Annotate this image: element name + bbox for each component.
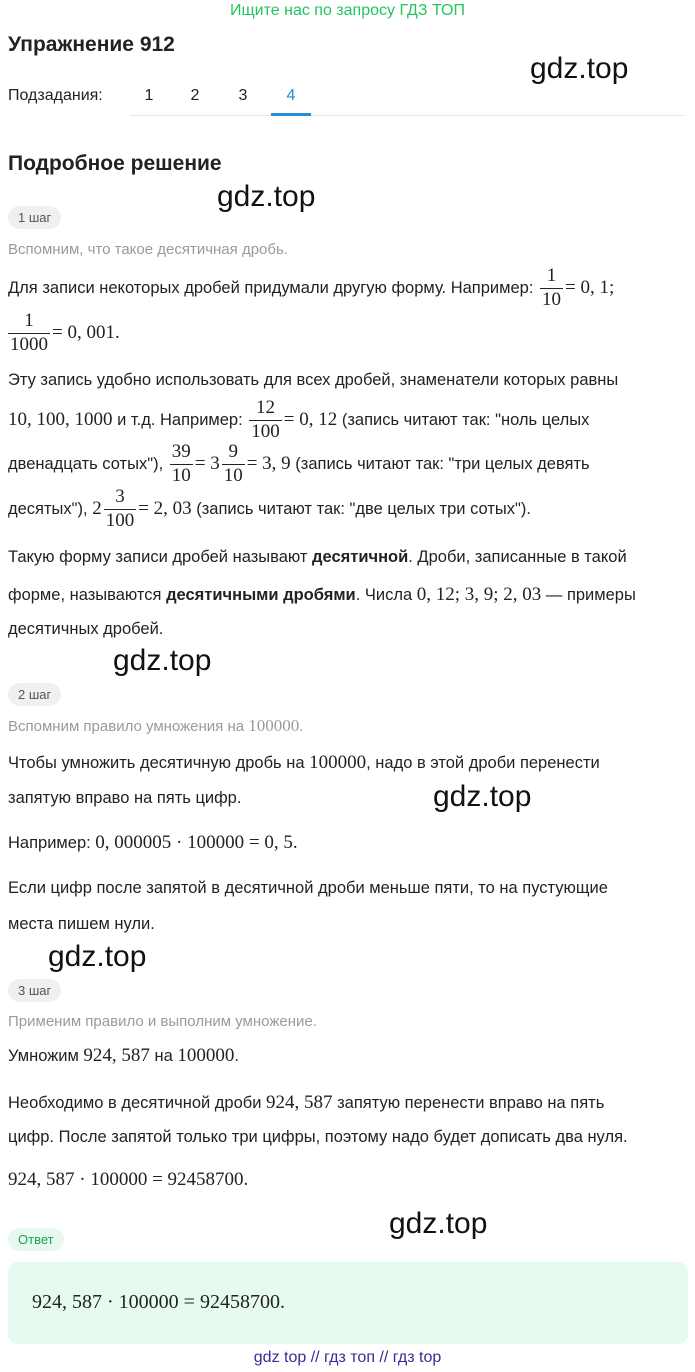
watermark: gdz.top [530,52,629,85]
step-1-line-7: Такую форму записи дробей называют десятичной. Дроби, записанные в такой [8,548,627,566]
tab-subtask-3[interactable]: 3 [238,87,248,104]
solution-title: Подробное решение [8,152,222,175]
exercise-title: Упражнение 912 [8,33,175,56]
step-1-hint: Вспомним, что такое десятичная дробь. [8,241,288,258]
subtasks-divider [130,115,685,116]
watermark: gdz.top [48,940,147,973]
fraction: $\frac{1}{10}$ [542,265,561,310]
step-1-line-8: форме, называются десятичными дробями. Числа 0, 12; 3, 9; 2, 03 — примеры [8,584,636,605]
tab-subtask-4[interactable]: 4 [286,87,296,104]
step-2-line-3: Например: 0, 000005 · 100000 = 0, 5. [8,832,298,853]
answer-text: 924, 587 · 100000 = 92458700. [32,1291,285,1313]
watermark: gdz.top [217,180,316,213]
watermark: gdz.top [113,644,212,677]
step-1-line-1: Для записи некоторых дробей придумали другую форму. Например: $\frac{1}{10}$ = 0, 1; [8,265,615,310]
fraction: $\frac{12}{100}$ [251,397,280,442]
fraction: $\frac{1}{1000}$ [10,310,48,355]
search-banner: Ищите нас по запросу ГДЗ ТОП [230,2,465,19]
answer-badge: Ответ [8,1228,64,1251]
fraction: $\frac{9}{10}$ [223,441,243,486]
step-3-badge: 3 шаг [8,979,61,1002]
step-2-badge: 2 шаг [8,683,61,706]
step-3-line-3: цифр. После запятой только три цифры, поэтому надо будет дописать два нуля. [8,1128,628,1146]
step-1-line-6: десятых"), 2 $\frac{3}{100}$ = 2, 03 (запись читают так: "две целых три сотых"). [8,486,531,531]
tab-subtask-1[interactable]: 1 [144,87,154,104]
step-2-line-4: Если цифр после запятой в десятичной дроби меньше пяти, то на пустующие [8,879,608,897]
step-3-hint: Применим правило и выполним умножение. [8,1013,317,1030]
step-2-line-5: места пишем нули. [8,915,155,933]
watermark: gdz.top [433,780,532,813]
watermark: gdz.top [389,1207,488,1240]
step-3-line-1: Умножим 924, 587 на 100000. [8,1045,239,1066]
step-2-line-2: запятую вправо на пять цифр. [8,789,242,807]
footer-links[interactable]: gdz top // гдз топ // гдз top [253,1349,442,1366]
step-3-line-4: 924, 587 · 100000 = 92458700. [8,1169,249,1190]
step-1-line-3: Эту запись удобно использовать для всех дробей, знаменатели которых равны [8,371,619,389]
subtasks-label: Подзадания: [8,87,103,104]
step-1-line-4: 10, 100, 1000 и т.д. Например: $\frac{12}{100}$ = 0, 12 (запись читают так: "ноль целых [8,397,590,442]
step-3-line-2: Необходимо в десятичной дроби 924, 587 запятую перенести вправо на пять [8,1092,605,1113]
step-2-hint: Вспомним правило умножения на 100000. [8,716,304,735]
fraction: $\frac{3}{100}$ [105,486,135,531]
active-tab-indicator [271,113,311,116]
step-1-line-9: десятичных дробей. [8,620,164,638]
step-1-badge: 1 шаг [8,206,61,229]
step-2-line-1: Чтобы умножить десятичную дробь на 100000, надо в этой дроби перенести [8,752,600,773]
step-1-line-2: $\frac{1}{1000}$ = 0, 001. [10,310,120,355]
tab-subtask-2[interactable]: 2 [190,87,200,104]
step-1-line-5: двенадцать сотых"), $\frac{39}{10}$ = 3 $\frac{9}{10}$ = 3, 9 (запись читают так: "три целых девять [8,441,590,486]
fraction: $\frac{39}{10}$ [171,441,191,486]
